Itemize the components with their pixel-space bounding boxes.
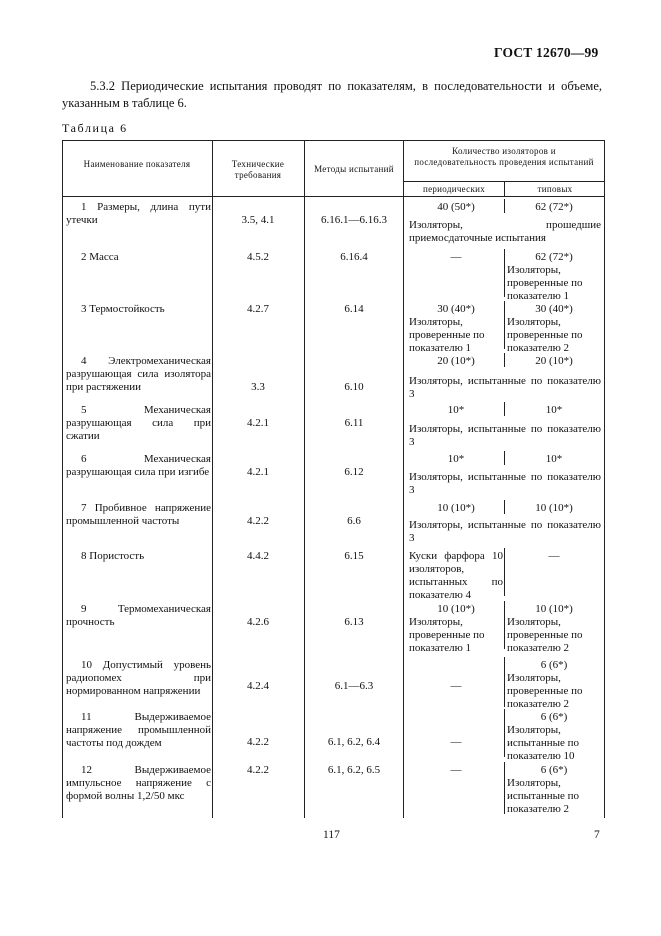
methods-cell: 6.13: [344, 616, 364, 628]
tech-cell: 4.2.2: [247, 736, 269, 748]
typical-cell: —: [548, 550, 560, 562]
table-row: 2 Масса: [81, 251, 119, 263]
typical-note: Изоляторы, проверенные по показателю 1: [507, 264, 583, 302]
shared-note: Изоляторы, испытанные по показателю 3: [409, 519, 601, 544]
page-number: 117: [323, 829, 340, 841]
methods-cell: 6.1, 6.2, 6.5: [327, 764, 381, 776]
periodic-note: Изоляторы, проверенные по показателю 1: [409, 616, 485, 654]
col-header-methods: Методы испытаний: [314, 164, 394, 174]
periodic-cell: —: [450, 764, 462, 776]
periodic-cell: Куски фарфора 10 изоляторов, испытанных по показателю 4: [409, 550, 503, 601]
methods-cell: 6.6: [347, 515, 361, 527]
methods-cell: 6.10: [344, 381, 364, 393]
col-header-typical: типовых: [537, 184, 573, 194]
typical-cell: 10 (10*): [535, 502, 573, 514]
periodic-note: Изоляторы, проверенные по показателю 1: [409, 316, 485, 354]
shared-note: Изоляторы, испытанные по показателю 3: [409, 375, 601, 400]
typical-note: Изоляторы, испытанные по показателю 10: [507, 724, 580, 762]
col-header-quantity: Количество изоляторов и последовательность проведения испытаний: [414, 146, 594, 167]
tech-cell: 4.2.1: [247, 466, 269, 478]
typical-cell: 6 (6*): [540, 764, 568, 776]
periodic-cell: 10*: [447, 404, 465, 416]
tech-cell: 3.3: [251, 381, 265, 393]
periodic-cell: 10*: [447, 453, 465, 465]
periodic-cell: 10 (10*): [437, 502, 475, 514]
table-row: 6 Механическая разрушающая сила при изгибе: [66, 453, 211, 478]
table-row: 1 Размеры, длина пути утечки: [66, 201, 211, 226]
table-row: 7 Пробивное напряжение промышленной частоты: [66, 502, 211, 527]
tech-cell: 3.5, 4.1: [241, 214, 275, 226]
table-row: 3 Термостойкость: [81, 303, 165, 315]
table-row: 4 Электромеханическая разрушающая сила изолятора при растяжении: [66, 355, 211, 393]
periodic-cell: —: [450, 680, 462, 692]
periodic-cell: 10 (10*): [437, 603, 475, 615]
methods-cell: 6.16.4: [340, 251, 368, 263]
sheet-number: 7: [594, 829, 600, 841]
table-row: 10 Допустимый уровень радиопомех при нормированном напряжении: [66, 659, 211, 697]
col-header-name: Наименование показателя: [83, 159, 191, 169]
tech-cell: 4.2.2: [247, 764, 269, 776]
methods-cell: 6.15: [344, 550, 364, 562]
typical-cell: 20 (10*): [535, 355, 573, 367]
tech-cell: 4.2.7: [247, 303, 269, 315]
periodic-cell: 30 (40*): [437, 303, 475, 315]
tech-cell: 4.2.1: [247, 417, 269, 429]
typical-cell: 62 (72*): [535, 201, 573, 213]
methods-cell: 6.1, 6.2, 6.4: [327, 736, 381, 748]
tech-cell: 4.5.2: [247, 251, 269, 263]
typical-cell: 6 (6*): [540, 659, 568, 671]
standard-number: ГОСТ 12670—99: [494, 45, 599, 60]
table-row: 11 Выдерживаемое напряжение промышленной частоты под дождем: [66, 711, 211, 749]
methods-cell: 6.16.1—6.16.3: [321, 214, 387, 226]
periodic-cell: 40 (50*): [437, 201, 475, 213]
methods-cell: 6.12: [344, 466, 364, 478]
typical-cell: 10*: [545, 404, 563, 416]
methods-cell: 6.1—6.3: [334, 680, 374, 692]
table-row: 5 Механическая разрушающая сила при сжатии: [66, 404, 211, 442]
intro-paragraph: 5.3.2 Периодические испытания проводят по показателям, в последовательности и объеме, указанным в таблице 6.: [62, 79, 602, 110]
periodic-cell: —: [450, 736, 462, 748]
tech-cell: 4.4.2: [247, 550, 269, 562]
shared-note: Изоляторы, прошедшие приемосдаточные испытания: [409, 219, 601, 244]
typical-cell: 62 (72*): [535, 251, 573, 263]
methods-cell: 6.14: [344, 303, 364, 315]
typical-note: Изоляторы, проверенные по показателю 2: [507, 672, 583, 710]
typical-note: Изоляторы, проверенные по показателю 2: [507, 316, 583, 354]
periodic-cell: —: [450, 251, 462, 263]
typical-cell: 30 (40*): [535, 303, 573, 315]
tech-cell: 4.2.6: [247, 616, 269, 628]
typical-cell: 10*: [545, 453, 563, 465]
table-row: 9 Термомеханическая прочность: [66, 603, 211, 628]
shared-note: Изоляторы, испытанные по показателю 3: [409, 423, 601, 448]
table-caption: Таблица 6: [62, 121, 128, 135]
methods-cell: 6.11: [344, 417, 364, 429]
col-header-tech: Технические требования: [231, 159, 285, 180]
table-row: 12 Выдерживаемое импульсное напряжение с формой волны 1,2/50 мкс: [66, 764, 211, 802]
periodic-cell: 20 (10*): [437, 355, 475, 367]
typical-note: Изоляторы, испытанные по показателю 2: [507, 777, 580, 815]
tech-cell: 4.2.2: [247, 515, 269, 527]
col-header-periodic: периодических: [422, 184, 486, 194]
table-row: 8 Пористость: [81, 550, 145, 562]
typical-cell: 10 (10*): [535, 603, 573, 615]
tech-cell: 4.2.4: [247, 680, 269, 692]
typical-note: Изоляторы, проверенные по показателю 2: [507, 616, 583, 654]
typical-cell: 6 (6*): [540, 711, 568, 723]
shared-note: Изоляторы, испытанные по показателю 3: [409, 471, 601, 496]
